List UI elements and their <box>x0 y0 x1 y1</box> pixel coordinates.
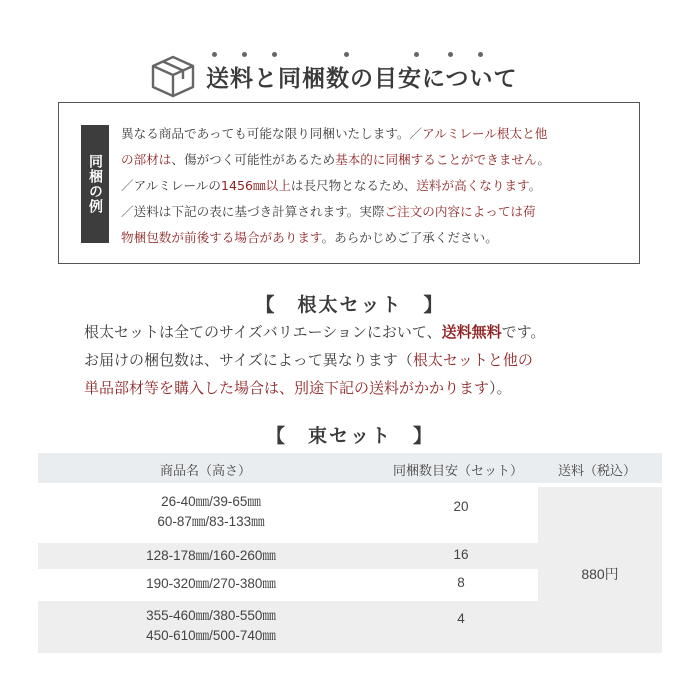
shipping-cell <box>538 487 662 653</box>
nebuto-line <box>84 346 545 374</box>
page-title: 送料と同梱数の目安について <box>206 66 518 92</box>
nebuto-segment: ）。 <box>489 379 512 397</box>
product-size: 355-460㎜/380-550㎜ <box>146 608 276 623</box>
notice-segment: ／送料は下記の表に基づき計算されます。実際 <box>121 204 385 219</box>
notice-segment: ／アルミレールの <box>121 178 221 193</box>
product-size: 60-87㎜/83-133㎜ <box>157 514 265 529</box>
nebuto-line <box>84 318 545 346</box>
box-icon <box>150 54 196 98</box>
bundle-count-cell: 20 <box>453 499 469 514</box>
table-row <box>38 571 538 597</box>
nebuto-highlight: 単品部材等を購入した場合は、別途下記の送料がかかります <box>84 379 490 397</box>
notice-line <box>121 225 637 251</box>
notice-line <box>121 147 637 173</box>
notice-segment: 。あらかじめご了承ください。 <box>321 230 498 245</box>
bundle-count-cell: 16 <box>453 547 469 562</box>
nebuto-line <box>84 374 545 402</box>
header-shipping: 送料（税込） <box>558 463 637 478</box>
notice-box <box>58 102 640 264</box>
notice-segment: 異なる商品であっても可能な限り同梱いたします。／ <box>121 126 423 141</box>
table-row <box>38 543 538 569</box>
bundle-count-cell: 8 <box>457 575 465 590</box>
nebuto-highlight: 送料無料 <box>441 323 502 341</box>
shipping-table <box>38 453 662 653</box>
notice-segment: 。 <box>537 152 550 167</box>
nebuto-segment: お届けの梱包数は、サイズによって異なります（ <box>84 351 413 369</box>
product-size: 190-320㎜/270-380㎜ <box>146 576 276 591</box>
nebuto-text <box>84 318 545 402</box>
header-bundle-count: 同梱数目安（セット） <box>393 463 524 478</box>
table-row <box>38 601 538 653</box>
notice-highlight: アルミレール根太と他 <box>422 126 548 141</box>
notice-highlight: 物梱包数が前後する場合があります <box>121 230 322 245</box>
product-name-cell <box>38 546 384 566</box>
notice-highlight: 1456㎜以上 <box>221 178 291 193</box>
product-size: 450-610㎜/500-740㎜ <box>146 628 276 643</box>
notice-line <box>121 173 637 199</box>
product-name-cell <box>38 606 384 646</box>
notice-label: 同梱の例 <box>81 125 109 243</box>
title-dots <box>212 52 492 60</box>
table-row <box>38 487 538 539</box>
notice-text <box>121 121 637 251</box>
table-header <box>38 453 662 483</box>
nebuto-segment: です。 <box>501 323 546 341</box>
header-product-name: 商品名（高さ） <box>160 463 252 478</box>
page-title-block <box>0 52 700 100</box>
notice-highlight: ご注文の内容によっては荷 <box>384 204 536 219</box>
nebuto-segment: 根太セットは全てのサイズバリエーションにおいて、 <box>84 323 442 341</box>
product-name-cell <box>38 492 384 532</box>
notice-line <box>121 199 637 225</box>
product-name-cell <box>38 574 384 594</box>
product-size: 128-178㎜/160-260㎜ <box>146 548 276 563</box>
nebuto-heading: 【 根太セット 】 <box>255 294 445 316</box>
taba-heading: 【 束セット 】 <box>265 425 434 447</box>
notice-highlight: 基本的に同梱することができません <box>335 152 538 167</box>
shipping-value: 880円 <box>581 566 619 582</box>
product-size: 26-40㎜/39-65㎜ <box>161 494 261 509</box>
nebuto-highlight: 根太セットと他の <box>412 351 533 369</box>
notice-segment: 、傷がつく可能性があるため <box>171 152 336 167</box>
notice-highlight: 送料が高くなります <box>416 178 529 193</box>
notice-segment: 。 <box>528 178 542 193</box>
bundle-count-cell: 4 <box>457 611 465 626</box>
notice-segment: は長尺物となるため、 <box>290 178 417 193</box>
notice-line <box>121 121 637 147</box>
notice-highlight: の部材は <box>121 152 172 167</box>
